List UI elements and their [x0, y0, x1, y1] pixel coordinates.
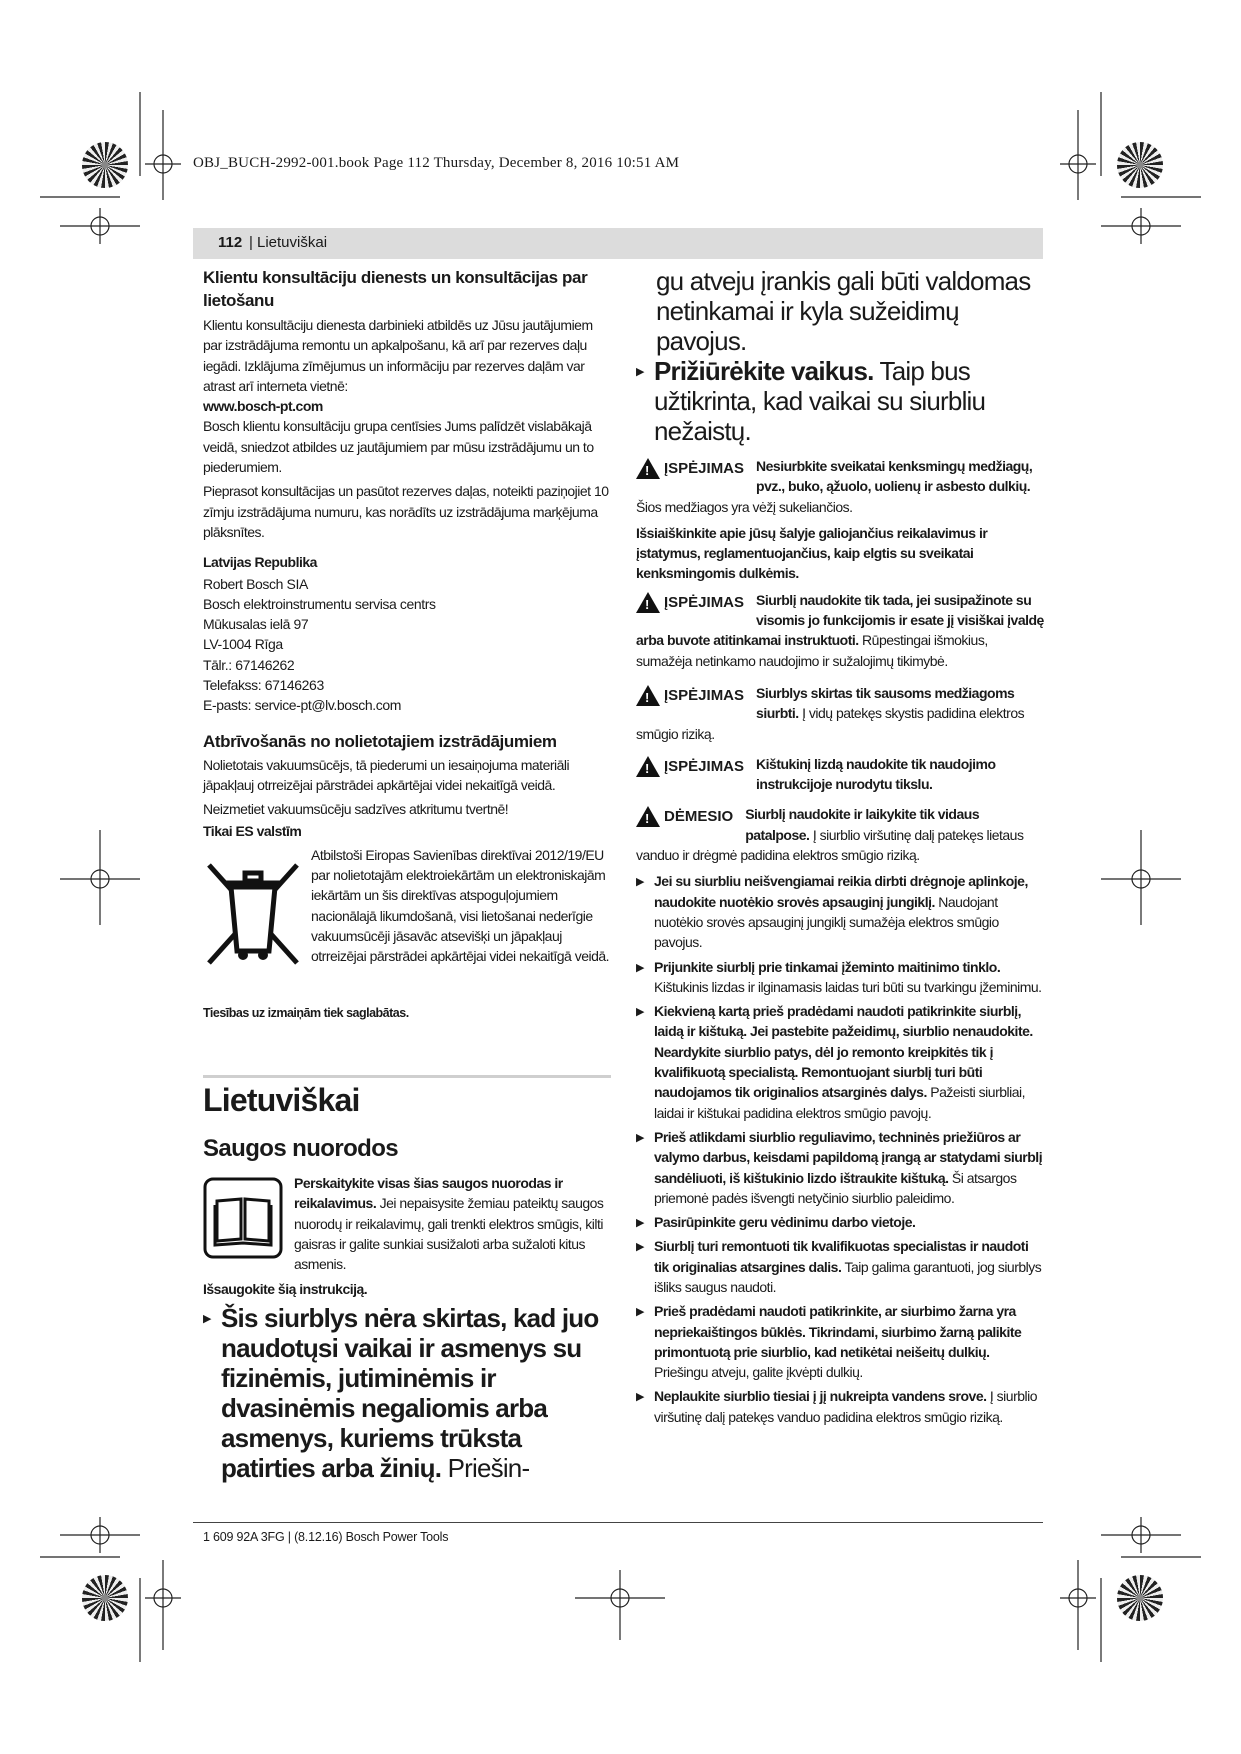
list-item: ▶ Prieš atlikdami siurblio reguliavimo, techninės priežiūros ar valymo darbus, keisdami papildomą įrangą ar statydami siurblį sandėliuoti, iš kištukinio lizdo ištraukite kištuką. Ši atsargos priemonė padės išvengti netyčinio siurblio paleidimo. [636, 1127, 1044, 1208]
warning-badge: ! ĮSPĖJIMAS [636, 685, 744, 706]
children-warning: ▶ Šis siurblys nėra skirtas, kad juo naudotųsi vaikai ir asmenys su fizinėmis, jutiminėmis ir dvasinėmis negaliomis arba asmenys, kuriems trūksta patirties arba žinių. Priešin- [203, 1303, 611, 1483]
rights-notice: Tiesības uz izmaiņām tiek saglabātas. [203, 1005, 409, 1020]
warning-socket: ! ĮSPĖJIMAS Kištukinį lizdą naudokite tik naudojimo instrukcijoje nurodytu tikslu. [636, 754, 1044, 795]
eu-block [203, 845, 611, 995]
service-paragraph-2: Bosch klientu konsultāciju grupa centīsies Jums palīdzēt vislabākajā veidā, sniedzot atbildes uz jautājumiem par mūsu izstrādājumu un to piederumiem. [203, 418, 594, 476]
address-line: Mūkusalas ielā 97 [203, 616, 309, 633]
address-line: Telefakss: 67146263 [203, 677, 324, 694]
warning-triangle-icon: ! [636, 685, 660, 706]
left-column [203, 266, 611, 1483]
section-divider [203, 1075, 611, 1078]
eu-directive-text: Atbilstoši Eiropas Savienības direktīvai 2012/19/EU par nolietotajām elektroiekārtām un elektroniskajām iekārtām un šis direktīvas atspoguļojumiem nacionālajā likumdošanā, visi lietošanai nederīgie vakuumsūcēji jāsavāc atsevišķi un jāpakļauj otrreizējai pārstrādei apkārtējai videi nekaitīgā veidā. [311, 846, 610, 965]
service-paragraph-1: Klientu konsultāciju dienesta darbinieki atbildēs uz Jūsu jautājumiem par izstrādājuma remontu un apkalpošanu, kā arī par rezerves daļu iegādi. Izklājuma zīmējumus un informāciju par rezerves daļām var atrast arī interneta vietnē: [203, 317, 593, 394]
list-item: ▶ Prijunkite siurblį prie tinkamai įžeminto maitinimo tinklo. Kištukinis lizdas ir ilginamasis laidas turi būti su tvarkingu įžeminimu. [636, 957, 1044, 998]
book-icon [203, 1177, 283, 1259]
eu-heading: Tikai ES valstīm [203, 822, 302, 839]
safety-bullets [636, 871, 1044, 1427]
warning-triangle-icon: ! [636, 458, 660, 479]
caution-badge: ! DĖMESIO [636, 806, 733, 827]
address-line[interactable]: E-pasts: service-pt@lv.bosch.com [203, 697, 401, 714]
warning-dry-only: ! ĮSPĖJIMAS Siurblys skirtas tik sausoms medžiagoms siurbti. Į vidų patekęs skystis padidina elektros smūgio riziką. [636, 684, 1025, 742]
warning-triangle-icon: ! [636, 756, 660, 777]
service-url[interactable]: www.bosch-pt.com [203, 398, 323, 415]
address-line: Bosch elektroinstrumentu servisa centrs [203, 595, 436, 612]
caution-indoor: ! DĖMESIO Siurblį naudokite ir laikykite tik vidaus patalpose. Į siurblio viršutinę dalį patekęs lietaus vanduo ir drėgmė padidina elektros smūgio riziką. [636, 806, 1024, 864]
disposal-paragraph-1: Nolietotais vakuumsūcējs, tā piederumi un iesaiņojuma materiāli jāpakļauj otrreizējai pārstrādei apkārtējai videi nekaitīgā veidā. [203, 756, 570, 793]
list-item: ▶ Prieš pradėdami naudoti patikrinkite, ar siurbimo žarna yra nepriekaištingos būklės. Tikrindami, siurbimo žarną palikite primontuotą prie siurblio, kad netikėtai neišeitų dulkių. Priešingu atveju, galite įkvėpti dulkių. [636, 1301, 1044, 1382]
page-number: 112 [218, 234, 243, 251]
language-title: Lietuviškai [203, 1082, 360, 1119]
warning-triangle-icon: ! [636, 806, 660, 827]
list-item: ▶ Neplaukite siurblio tiesiai į jį nukreipta vandens srove. Į siurblio viršutinę dalį patekęs vanduo padidina elektros smūgio riziką. [636, 1386, 1044, 1427]
header-language: Lietuviškai [257, 234, 328, 251]
footer-rule [193, 1522, 1043, 1523]
list-item: ▶ Siurblį turi remontuoti tik kvalifikuotas specialistas ir naudoti tik originalias atsargines dalis. Taip galima garantuoti, jog siurblys išliks saugus naudoti. [636, 1236, 1044, 1297]
warning-badge: ! ĮSPĖJIMAS [636, 458, 744, 479]
list-item: ▶ Jei su siurbliu neišvengiamai reikia dirbti drėgnoje aplinkoje, naudokite nuotėkio srovės apsauginį jungiklį. Naudojant nuotėkio srovės apsauginį jungiklį sumažėja elektros smūgio pavojus. [636, 871, 1044, 952]
children-warning-continued: gu atveju įrankis gali būti valdomas netinkamai ir kyla sužeidimų pavojus. [656, 266, 1031, 356]
country-heading: Latvijas Republika [203, 554, 317, 571]
list-item: ▶ Kiekvieną kartą prieš pradėdami naudoti patikrinkite siurblį, laidą ir kištuką. Jei pastebite pažeidimų, siurblio nenaudokite. Neardykite siurblio patys, dėl jo remonto kreipkitės tik į kvalifikuotą specialistą. Remontuojant siurblį turi būti naudojamos tik originalios atsarginės dalys. Pažeisti siurbliai, laidai ir kištukai padidina elektros smūgio pavojų. [636, 1001, 1044, 1123]
address-line: Tālr.: 67146262 [203, 656, 295, 673]
address-block [203, 574, 611, 716]
disposal-heading: Atbrīvošanās no nolietotajiem izstrādājumiem [203, 731, 557, 751]
address-line: LV-1004 Rīga [203, 636, 283, 653]
safety-heading: Saugos nuorodos [203, 1135, 399, 1163]
print-slug: OBJ_BUCH-2992-001.book Page 112 Thursday, December 8, 2016 10:51 AM [193, 155, 680, 171]
read-manual-text: Perskaitykite visas šias saugos nuorodas ir reikalavimus. Jei nepaisysite žemiau pateiktų saugos nuorodų ir reikalavimų, gali trenkti elektros smūgis, kilti gaisras ir galite sunkiai susižaloti arba sužaloti kitus asmenis. [294, 1175, 604, 1273]
warning-triangle-icon: ! [636, 592, 660, 613]
disposal-paragraph-2: Neizmetiet vakuumsūcēju sadzīves atkritumu tvertnē! [203, 801, 509, 818]
footer-text: 1 609 92A 3FG | (8.12.16) Bosch Power Tools [203, 1530, 449, 1544]
warning-badge: ! ĮSPĖJIMAS [636, 756, 744, 777]
service-heading: Klientu konsultāciju dienests un konsultācijas par lietošanu [203, 268, 588, 310]
warning-familiarize: ! ĮSPĖJIMAS Siurblį naudokite tik tada, jei susipažinote su visomis jo funkcijomis ir esate jį visiškai įvaldę arba buvote atitinkamai instruktuoti. Rūpestingai išmokius, sumažėja netinkamo naudojimo ir sužalojimų tikimybė. [636, 591, 1044, 669]
supervise-children: ▶ Prižiūrėkite vaikus. Taip bus užtikrinta, kad vaikai su siurbliu nežaistų. [636, 356, 1044, 446]
keep-instructions: Išsaugokite šią instrukciją. [203, 1281, 368, 1298]
service-paragraph-3: Pieprasot konsultācijas un pasūtot rezerves daļas, noteikti paziņojiet 10 zīmju izstrādājuma numuru, kas norādīts uz izstrādājuma marķējuma plāksnītes. [203, 483, 609, 540]
header-separator: | [249, 234, 253, 251]
warning-asbestos: ! ĮSPĖJIMAS Nesiurbkite sveikatai kenksmingų medžiagų, pvz., buko, ąžuolo, uolienų ir asbesto dulkių. Šios medžiagos yra vėžį sukeliančios. Išsiaiškinkite apie jūsų šalyje galiojančius reikalavimus ir įstatymus, reglamentuojančius, kaip elgtis su sveikatai kenksmingomis dulkėmis. [636, 456, 1044, 584]
address-line: Robert Bosch SIA [203, 575, 308, 592]
warning-asbestos-extra: Išsiaiškinkite apie jūsų šalyje galiojančius reikalavimus ir įstatymus, reglamentuojančius, kaip elgtis su sveikatai kenksmingomis dulkėmis. [636, 524, 988, 582]
read-manual-block [203, 1173, 611, 1277]
list-item: ▶ Pasirūpinkite geru vėdinimu darbo vietoje. [636, 1212, 1044, 1232]
crossed-bin-icon [203, 859, 303, 969]
page-header [193, 228, 1043, 259]
right-column [636, 266, 1044, 1431]
warning-badge: ! ĮSPĖJIMAS [636, 592, 744, 613]
